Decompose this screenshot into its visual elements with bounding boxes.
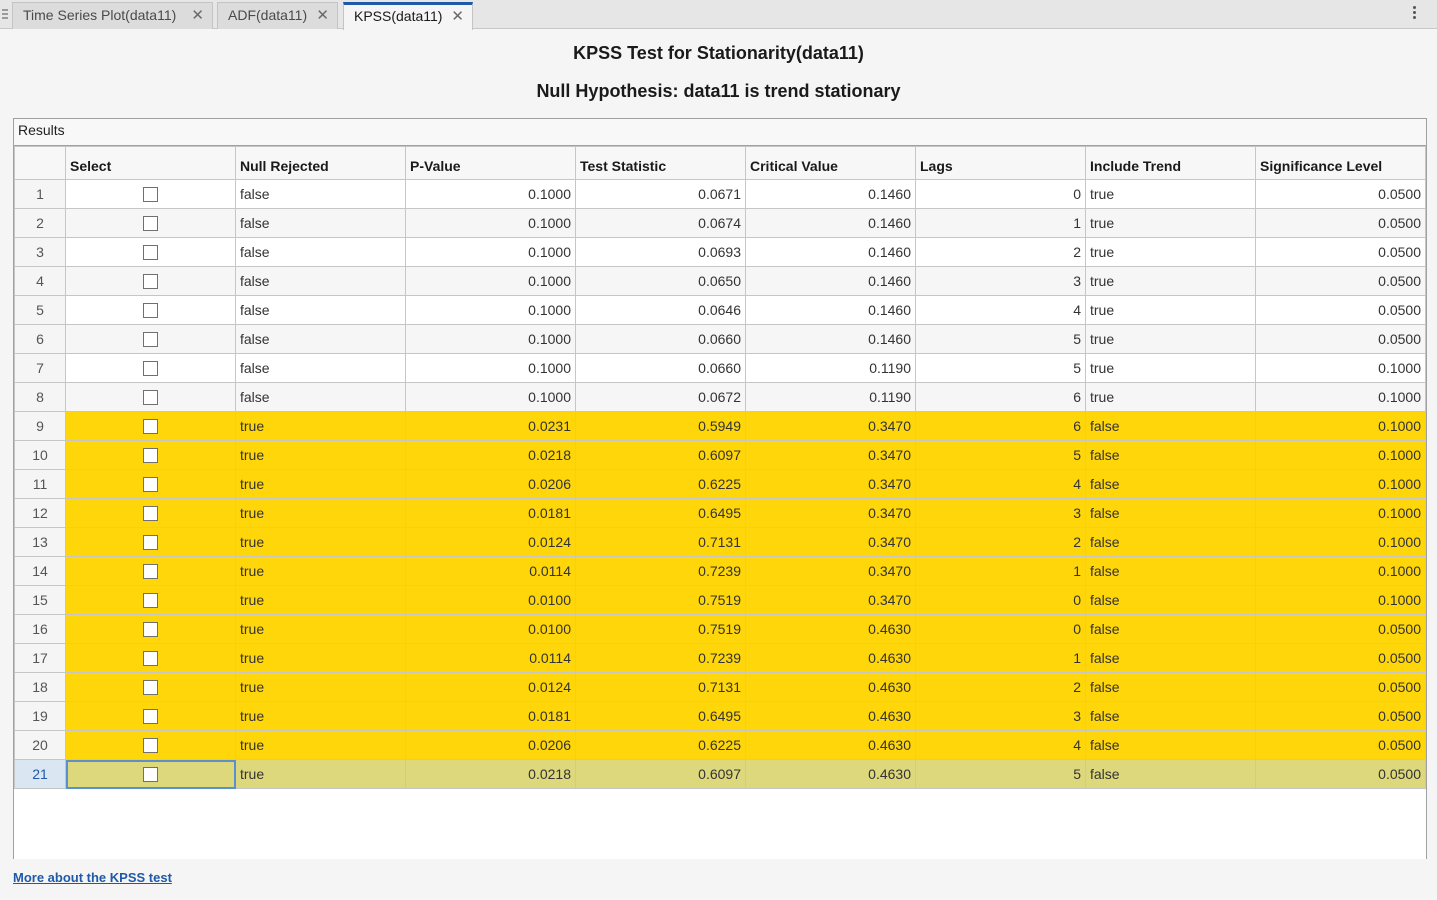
row-index: 14 — [15, 557, 66, 586]
p-value-cell: 0.0206 — [406, 731, 576, 760]
null-rejected-cell: true — [236, 731, 406, 760]
test-statistic-cell: 0.0693 — [576, 238, 746, 267]
row-index: 10 — [15, 441, 66, 470]
row-index: 20 — [15, 731, 66, 760]
select-cell[interactable] — [66, 470, 236, 499]
significance-level-cell: 0.1000 — [1256, 354, 1426, 383]
lags-cell: 5 — [916, 325, 1086, 354]
table-row[interactable] — [15, 238, 1426, 267]
lags-cell: 3 — [916, 702, 1086, 731]
select-cell[interactable] — [66, 731, 236, 760]
table-row[interactable] — [15, 209, 1426, 238]
tab-kpss[interactable] — [343, 2, 473, 30]
table-row[interactable] — [15, 441, 1426, 470]
lags-cell: 3 — [916, 267, 1086, 296]
tab-label: Time Series Plot(data11) — [23, 7, 177, 23]
p-value-cell: 0.1000 — [406, 296, 576, 325]
critical-value-cell: 0.1460 — [746, 180, 916, 209]
test-statistic-cell: 0.6495 — [576, 499, 746, 528]
significance-level-cell: 0.0500 — [1256, 731, 1426, 760]
include-trend-cell: false — [1086, 644, 1256, 673]
null-rejected-cell: true — [236, 586, 406, 615]
test-statistic-cell: 0.7239 — [576, 644, 746, 673]
tab-time-series-plot[interactable] — [12, 2, 213, 29]
lags-cell: 4 — [916, 731, 1086, 760]
select-cell[interactable] — [66, 412, 236, 441]
p-value-cell: 0.1000 — [406, 238, 576, 267]
p-value-cell: 0.0124 — [406, 673, 576, 702]
p-value-cell: 0.1000 — [406, 354, 576, 383]
table-row[interactable] — [15, 470, 1426, 499]
select-cell[interactable] — [66, 383, 236, 412]
row-index: 6 — [15, 325, 66, 354]
significance-level-cell: 0.0500 — [1256, 644, 1426, 673]
table-row[interactable] — [15, 557, 1426, 586]
lags-cell: 4 — [916, 470, 1086, 499]
include-trend-cell: false — [1086, 499, 1256, 528]
select-checkbox[interactable] — [143, 738, 158, 753]
row-index: 18 — [15, 673, 66, 702]
include-trend-cell: true — [1086, 354, 1256, 383]
p-value-cell: 0.1000 — [406, 383, 576, 412]
lags-cell: 2 — [916, 673, 1086, 702]
significance-level-cell: 0.1000 — [1256, 412, 1426, 441]
select-checkbox[interactable] — [143, 332, 158, 347]
row-index: 17 — [15, 644, 66, 673]
select-checkbox[interactable] — [143, 593, 158, 608]
tab-adf[interactable] — [217, 2, 338, 29]
test-statistic-cell: 0.6225 — [576, 731, 746, 760]
lags-cell: 0 — [916, 180, 1086, 209]
select-cell[interactable] — [66, 673, 236, 702]
p-value-cell: 0.0231 — [406, 412, 576, 441]
select-checkbox[interactable] — [143, 622, 158, 637]
null-rejected-cell: false — [236, 267, 406, 296]
include-trend-cell: true — [1086, 238, 1256, 267]
select-checkbox[interactable] — [143, 361, 158, 376]
test-statistic-cell: 0.7131 — [576, 528, 746, 557]
significance-level-cell: 0.1000 — [1256, 383, 1426, 412]
null-rejected-cell: false — [236, 180, 406, 209]
select-cell[interactable] — [66, 499, 236, 528]
select-cell[interactable] — [66, 180, 236, 209]
tab-strip — [0, 0, 1437, 29]
test-statistic-cell: 0.0646 — [576, 296, 746, 325]
include-trend-cell: false — [1086, 528, 1256, 557]
include-trend-cell: false — [1086, 412, 1256, 441]
p-value-cell: 0.0218 — [406, 760, 576, 789]
significance-level-cell: 0.1000 — [1256, 528, 1426, 557]
select-cell[interactable] — [66, 238, 236, 267]
include-trend-cell: true — [1086, 209, 1256, 238]
critical-value-cell: 0.1190 — [746, 383, 916, 412]
critical-value-cell: 0.1460 — [746, 238, 916, 267]
null-rejected-cell: true — [236, 557, 406, 586]
p-value-cell: 0.1000 — [406, 180, 576, 209]
select-checkbox[interactable] — [143, 564, 158, 579]
critical-value-cell: 0.4630 — [746, 731, 916, 760]
null-rejected-cell: true — [236, 673, 406, 702]
page-subtitle: Null Hypothesis: data11 is trend stationary — [536, 81, 901, 101]
select-checkbox[interactable] — [143, 216, 158, 231]
row-index: 4 — [15, 267, 66, 296]
lags-cell: 5 — [916, 354, 1086, 383]
select-cell[interactable] — [66, 615, 236, 644]
test-statistic-cell: 0.7519 — [576, 615, 746, 644]
include-trend-cell: true — [1086, 180, 1256, 209]
critical-value-cell: 0.3470 — [746, 441, 916, 470]
column-header-p-value[interactable]: P-Value — [406, 147, 576, 180]
p-value-cell: 0.1000 — [406, 267, 576, 296]
critical-value-cell: 0.4630 — [746, 615, 916, 644]
p-value-cell: 0.0100 — [406, 586, 576, 615]
row-index: 9 — [15, 412, 66, 441]
critical-value-cell: 0.4630 — [746, 644, 916, 673]
select-checkbox[interactable] — [143, 187, 158, 202]
table-row[interactable] — [15, 180, 1426, 209]
select-cell[interactable] — [66, 760, 236, 789]
close-icon[interactable]: ✕ — [191, 7, 204, 24]
include-trend-cell: false — [1086, 731, 1256, 760]
null-rejected-cell: true — [236, 441, 406, 470]
null-rejected-cell: false — [236, 325, 406, 354]
null-rejected-cell: true — [236, 412, 406, 441]
column-header-include-trend[interactable]: Include Trend — [1086, 147, 1256, 180]
table-row[interactable] — [15, 731, 1426, 760]
critical-value-cell: 0.3470 — [746, 499, 916, 528]
test-statistic-cell: 0.0660 — [576, 354, 746, 383]
p-value-cell: 0.0124 — [406, 528, 576, 557]
null-rejected-cell: false — [236, 209, 406, 238]
null-rejected-cell: true — [236, 760, 406, 789]
include-trend-cell: false — [1086, 557, 1256, 586]
significance-level-cell: 0.1000 — [1256, 470, 1426, 499]
row-index: 7 — [15, 354, 66, 383]
test-statistic-cell: 0.0674 — [576, 209, 746, 238]
table-row[interactable] — [15, 673, 1426, 702]
table-row[interactable] — [15, 586, 1426, 615]
table-row[interactable] — [15, 354, 1426, 383]
lags-cell: 4 — [916, 296, 1086, 325]
include-trend-cell: false — [1086, 760, 1256, 789]
tab-label: ADF(data11) — [228, 7, 308, 23]
select-checkbox[interactable] — [143, 303, 158, 318]
p-value-cell: 0.0206 — [406, 470, 576, 499]
table-row[interactable] — [15, 296, 1426, 325]
null-rejected-cell: false — [236, 238, 406, 267]
lags-cell: 1 — [916, 557, 1086, 586]
table-row[interactable] — [15, 644, 1426, 673]
column-header-critical-value[interactable]: Critical Value — [746, 147, 916, 180]
test-statistic-cell: 0.7239 — [576, 557, 746, 586]
table-row[interactable] — [15, 267, 1426, 296]
p-value-cell: 0.0218 — [406, 441, 576, 470]
null-rejected-cell: true — [236, 470, 406, 499]
test-statistic-cell: 0.7519 — [576, 586, 746, 615]
table-row[interactable] — [15, 760, 1426, 789]
select-checkbox[interactable] — [143, 419, 158, 434]
significance-level-cell: 0.0500 — [1256, 615, 1426, 644]
include-trend-cell: true — [1086, 267, 1256, 296]
page-title: KPSS Test for Stationarity(data11) — [573, 43, 864, 63]
test-statistic-cell: 0.0671 — [576, 180, 746, 209]
lags-cell: 0 — [916, 586, 1086, 615]
lags-cell: 2 — [916, 238, 1086, 267]
row-index: 13 — [15, 528, 66, 557]
critical-value-cell: 0.3470 — [746, 586, 916, 615]
select-cell[interactable] — [66, 557, 236, 586]
row-index: 2 — [15, 209, 66, 238]
significance-level-cell: 0.1000 — [1256, 441, 1426, 470]
select-cell[interactable] — [66, 354, 236, 383]
p-value-cell: 0.1000 — [406, 325, 576, 354]
select-checkbox[interactable] — [143, 680, 158, 695]
p-value-cell: 0.0114 — [406, 557, 576, 586]
column-header-null-rejected[interactable]: Null Rejected — [236, 147, 406, 180]
lags-cell: 1 — [916, 209, 1086, 238]
null-rejected-cell: true — [236, 615, 406, 644]
include-trend-cell: true — [1086, 296, 1256, 325]
lags-cell: 3 — [916, 499, 1086, 528]
close-icon[interactable]: ✕ — [316, 7, 329, 24]
include-trend-cell: false — [1086, 615, 1256, 644]
include-trend-cell: true — [1086, 383, 1256, 412]
row-index: 3 — [15, 238, 66, 267]
close-icon[interactable]: ✕ — [451, 8, 464, 25]
critical-value-cell: 0.3470 — [746, 470, 916, 499]
select-checkbox[interactable] — [143, 448, 158, 463]
column-header-index — [15, 147, 66, 180]
null-rejected-cell: true — [236, 644, 406, 673]
critical-value-cell: 0.1460 — [746, 296, 916, 325]
include-trend-cell: false — [1086, 673, 1256, 702]
p-value-cell: 0.0181 — [406, 499, 576, 528]
row-index: 15 — [15, 586, 66, 615]
column-header-significance-level[interactable]: Significance Level — [1256, 147, 1426, 180]
significance-level-cell: 0.0500 — [1256, 296, 1426, 325]
select-checkbox[interactable] — [143, 767, 158, 782]
table-header-row — [15, 147, 1426, 180]
column-header-test-statistic[interactable]: Test Statistic — [576, 147, 746, 180]
test-statistic-cell: 0.5949 — [576, 412, 746, 441]
lags-cell: 1 — [916, 644, 1086, 673]
column-header-select[interactable]: Select — [66, 147, 236, 180]
row-index: 16 — [15, 615, 66, 644]
test-statistic-cell: 0.6097 — [576, 441, 746, 470]
significance-level-cell: 0.0500 — [1256, 673, 1426, 702]
test-statistic-cell: 0.6495 — [576, 702, 746, 731]
critical-value-cell: 0.4630 — [746, 760, 916, 789]
select-cell[interactable] — [66, 296, 236, 325]
row-index: 12 — [15, 499, 66, 528]
table-row[interactable] — [15, 325, 1426, 354]
column-header-lags[interactable]: Lags — [916, 147, 1086, 180]
null-rejected-cell: false — [236, 296, 406, 325]
null-rejected-cell: false — [236, 354, 406, 383]
significance-level-cell: 0.0500 — [1256, 180, 1426, 209]
results-table — [14, 146, 1426, 789]
p-value-cell: 0.0114 — [406, 644, 576, 673]
include-trend-cell: false — [1086, 441, 1256, 470]
critical-value-cell: 0.1460 — [746, 267, 916, 296]
kpss-help-link[interactable]: More about the KPSS test — [13, 870, 172, 885]
include-trend-cell: true — [1086, 325, 1256, 354]
significance-level-cell: 0.0500 — [1256, 267, 1426, 296]
significance-level-cell: 0.1000 — [1256, 586, 1426, 615]
lags-cell: 5 — [916, 760, 1086, 789]
table-row[interactable] — [15, 615, 1426, 644]
p-value-cell: 0.1000 — [406, 209, 576, 238]
select-checkbox[interactable] — [143, 535, 158, 550]
critical-value-cell: 0.3470 — [746, 528, 916, 557]
null-rejected-cell: true — [236, 528, 406, 557]
tab-grip-icon[interactable] — [2, 9, 8, 19]
table-row[interactable] — [15, 412, 1426, 441]
more-options-icon[interactable] — [1413, 6, 1417, 21]
lags-cell: 6 — [916, 412, 1086, 441]
select-checkbox[interactable] — [143, 390, 158, 405]
select-cell[interactable] — [66, 209, 236, 238]
null-rejected-cell: true — [236, 499, 406, 528]
table-row[interactable] — [15, 383, 1426, 412]
lags-cell: 6 — [916, 383, 1086, 412]
row-index: 8 — [15, 383, 66, 412]
test-statistic-cell: 0.6225 — [576, 470, 746, 499]
tab-label: KPSS(data11) — [354, 8, 443, 24]
test-statistic-cell: 0.0672 — [576, 383, 746, 412]
test-statistic-cell: 0.0650 — [576, 267, 746, 296]
select-cell[interactable] — [66, 325, 236, 354]
row-index: 21 — [15, 760, 66, 789]
significance-level-cell: 0.1000 — [1256, 557, 1426, 586]
table-row[interactable] — [15, 499, 1426, 528]
select-checkbox[interactable] — [143, 245, 158, 260]
select-checkbox[interactable] — [143, 477, 158, 492]
row-index: 11 — [15, 470, 66, 499]
critical-value-cell: 0.3470 — [746, 412, 916, 441]
significance-level-cell: 0.0500 — [1256, 238, 1426, 267]
include-trend-cell: false — [1086, 470, 1256, 499]
select-cell[interactable] — [66, 528, 236, 557]
lags-cell: 5 — [916, 441, 1086, 470]
table-row[interactable] — [15, 528, 1426, 557]
critical-value-cell: 0.3470 — [746, 557, 916, 586]
select-cell[interactable] — [66, 586, 236, 615]
critical-value-cell: 0.4630 — [746, 673, 916, 702]
select-cell[interactable] — [66, 702, 236, 731]
significance-level-cell: 0.0500 — [1256, 325, 1426, 354]
select-cell[interactable] — [66, 267, 236, 296]
test-statistic-cell: 0.6097 — [576, 760, 746, 789]
row-index: 19 — [15, 702, 66, 731]
select-checkbox[interactable] — [143, 274, 158, 289]
critical-value-cell: 0.4630 — [746, 702, 916, 731]
significance-level-cell: 0.0500 — [1256, 209, 1426, 238]
lags-cell: 2 — [916, 528, 1086, 557]
row-index: 1 — [15, 180, 66, 209]
select-checkbox[interactable] — [143, 651, 158, 666]
select-cell[interactable] — [66, 644, 236, 673]
significance-level-cell: 0.1000 — [1256, 499, 1426, 528]
row-index: 5 — [15, 296, 66, 325]
lags-cell: 0 — [916, 615, 1086, 644]
critical-value-cell: 0.1460 — [746, 325, 916, 354]
results-table-container[interactable] — [14, 145, 1426, 859]
include-trend-cell: false — [1086, 586, 1256, 615]
select-checkbox[interactable] — [143, 506, 158, 521]
null-rejected-cell: false — [236, 383, 406, 412]
select-cell[interactable] — [66, 441, 236, 470]
test-statistic-cell: 0.7131 — [576, 673, 746, 702]
table-row[interactable] — [15, 702, 1426, 731]
results-panel — [13, 118, 1427, 859]
select-checkbox[interactable] — [143, 709, 158, 724]
results-label: Results — [18, 122, 65, 138]
test-statistic-cell: 0.0660 — [576, 325, 746, 354]
null-rejected-cell: true — [236, 702, 406, 731]
critical-value-cell: 0.1190 — [746, 354, 916, 383]
p-value-cell: 0.0100 — [406, 615, 576, 644]
significance-level-cell: 0.0500 — [1256, 760, 1426, 789]
p-value-cell: 0.0181 — [406, 702, 576, 731]
critical-value-cell: 0.1460 — [746, 209, 916, 238]
significance-level-cell: 0.0500 — [1256, 702, 1426, 731]
include-trend-cell: false — [1086, 702, 1256, 731]
